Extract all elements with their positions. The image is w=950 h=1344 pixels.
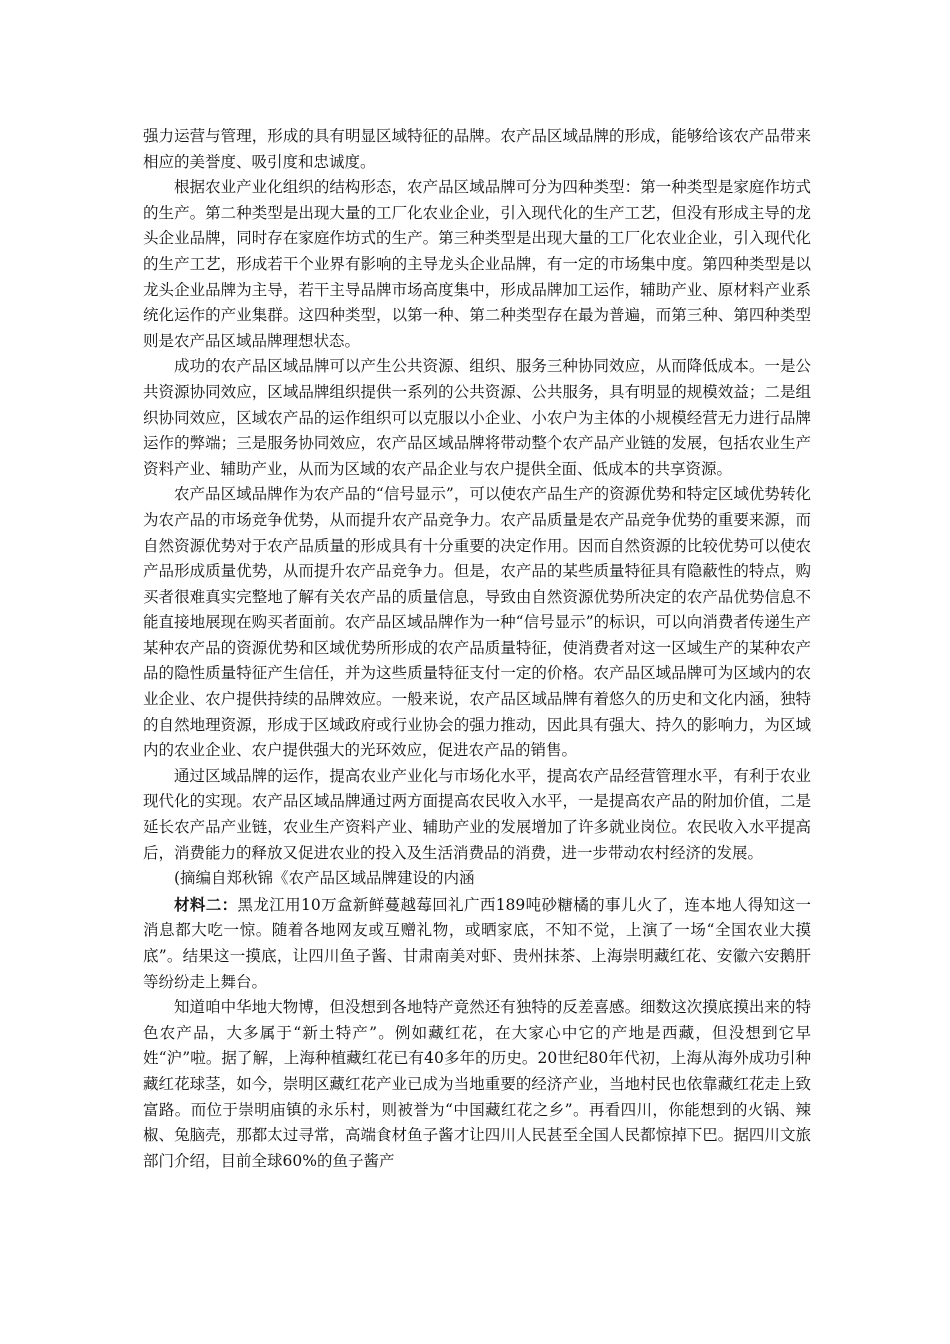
body-paragraph: 成功的农产品区域品牌可以产生公共资源、组织、服务三种协同效应，从而降低成本。一是公共资源协同效应，区域品牌组织提供一系列的公共资源、公共服务，具有明显的规模效益；二是组织协同效应，区域农产品的运作组织可以克服以小企业、小农户为主体的小规模经营无力进行品牌运作的弊端；三是服务协同效应，农产品区域品牌将带动整个农产品产业链的发展，包括农业生产资料产业、辅助产业，从而为区域的农产品企业与农户提供全面、低成本的共享资源。	[143, 357, 811, 478]
material-text: 黑龙江用10万盒新鲜蔓越莓回礼广西189吨砂糖橘的事儿火了，连本地人得知这一消息都大吃一惊。随着各地网友或互赠礼物，或晒家底，不知不觉，上演了一场“全国农业大摸底”。结果这一摸底，让四川鱼子酱、甘肃南美对虾、贵州抹茶、上海崇明藏红花、安徽六安鹅肝等纷纷走上舞台。	[143, 895, 811, 991]
source-citation: (摘编自郑秋锦《农产品区域品牌建设的内涵	[174, 869, 475, 888]
body-paragraph: 根据农业产业化组织的结构形态，农产品区域品牌可分为四种类型：第一种类型是家庭作坊式的生产。第二种类型是出现大量的工厂化农业企业，引入现代化的生产工艺，但没有形成主导的龙头企业品牌，同时存在家庭作坊式的生产。第三种类型是出现大量的工厂化农业企业，引入现代化的生产工艺，形成若干个业界有影响的主导龙头企业品牌，有一定的市场集中度。第四种类型是以龙头企业品牌为主导，若干主导品牌市场高度集中，形成品牌加工运作，辅助产业、原材料产业系统化运作的产业集群。这四种类型，以第一种、第二种类型存在最为普遍，而第三种、第四种类型则是农产品区域品牌理想状态。	[143, 178, 811, 350]
body-paragraph: 农产品区域品牌作为农产品的“信号显示”，可以使农产品生产的资源优势和特定区域优势转化为农产品的市场竞争优势，从而提升农产品竞争力。农产品质量是农产品竞争优势的重要来源，而自然资源优势对于农产品质量的形成具有十分重要的决定作用。因而自然资源的比较优势可以使农产品形成质量优势，从而提升农产品竞争力。但是，农产品的某些质量特征具有隐蔽性的特点，购买者很难真实完整地了解有关农产品的质量信息，导致由自然资源优势所决定的农产品优势信息不能直接地展现在购买者面前。农产品区域品牌作为一种“信号显示”的标识，可以向消费者传递生产某种农产品的资源优势和区域优势所形成的农产品质量特征，使消费者对这一区域生产的某种农产品的隐性质量特征产生信任，并为这些质量特征支付一定的价格。农产品区域品牌可为区域内的农业企业、农户提供持续的品牌效应。一般来说，农产品区域品牌有着悠久的历史和文化内涵，独特的自然地理资源，形成于区域政府或行业协会的强力推动，因此具有强大、持久的影响力，为区域内的农业企业、农户提供强大的光环效应，促进农产品的销售。	[143, 485, 811, 760]
material-two-paragraph	[143, 892, 811, 995]
body-paragraph: 通过区域品牌的运作，提高农业产业化与市场化水平，提高农产品经营管理水平，有利于农业现代化的实现。农产品区域品牌通过两方面提高农民收入水平，一是提高农产品的附加价值，二是延长农产品产业链，农业生产资料产业、辅助产业的发展增加了许多就业岗位。农民收入水平提高后，消费能力的释放又促进农业的投入及生活消费品的消费，进一步带动农村经济的发展。	[143, 766, 811, 862]
body-paragraph: 强力运营与管理，形成的具有明显区域特征的品牌。农产品区域品牌的形成，能够给该农产品带来相应的美誉度、吸引度和忠诚度。	[143, 127, 811, 171]
material-label: 材料二：	[174, 894, 238, 914]
body-paragraph: 知道咱中华地大物博，但没想到各地特产竟然还有独特的反差喜感。细数这次摸底摸出来的特色农产品，大多属于“新土特产”。例如藏红花，在大家心中它的产地是西藏，但没想到它早姓“沪”啦。据了解，上海种植藏红花已有40多年的历史。20世纪80年代初，上海从海外成功引种藏红花球茎，如今，崇明区藏红花产业已成为当地重要的经济产业，当地村民也依靠藏红花走上致富路。而位于崇明庙镇的永乐村，则被誉为“中国藏红花之乡”。再看四川，你能想到的火锅、辣椒、兔脑壳，那都太过寻常，高端食材鱼子酱才让四川人民甚至全国人民都惊掉下巴。据四川文旅部门介绍，目前全球60%的鱼子酱产	[143, 998, 811, 1170]
document-page	[143, 124, 811, 1174]
